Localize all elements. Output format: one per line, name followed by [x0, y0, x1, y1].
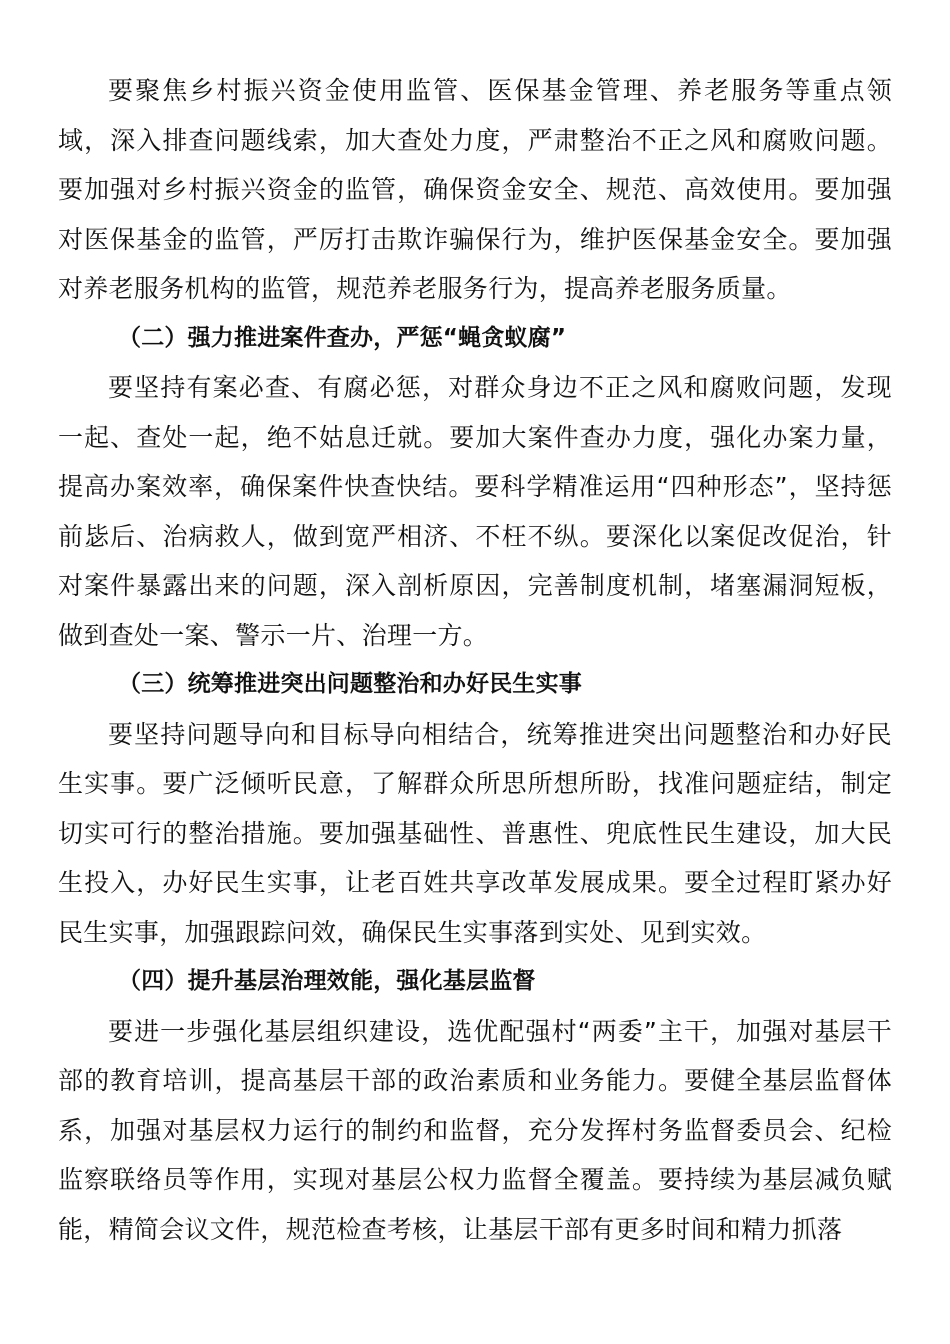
body-paragraph-4: 要进一步强化基层组织建设，选优配强村“两委”主干，加强对基层干部的教育培训，提高基层干部的政治素质和业务能力。要健全基层监督体系，加强对基层权力运行的制约和监督，充分发挥村务监督委员会、纪检监察联络员等作用，实现对基层公权力监督全覆盖。要持续为基层减负赋能，精简会议文件，规范检查考核，让基层干部有更多时间和精力抓落 [58, 1016, 892, 1244]
section-heading-2: （二）强力推进案件查办，严惩“蝇贪蚁腐” [118, 324, 567, 351]
document-page [58, 66, 892, 1254]
body-paragraph-1: 要聚焦乡村振兴资金使用监管、医保基金管理、养老服务等重点领域，深入排查问题线索，加大查处力度，严肃整治不正之风和腐败问题。要加强对乡村振兴资金的监管，确保资金安全、规范、高效使用。要加强对医保基金的监管，严厉打击欺诈骗保行为，维护医保基金安全。要加强对养老服务机构的监管，规范养老服务行为，提高养老服务质量。 [58, 76, 892, 303]
section-heading-4: （四）提升基层治理效能，强化基层监督 [118, 968, 536, 994]
body-paragraph-3: 要坚持问题导向和目标导向相结合，统筹推进突出问题整治和办好民生实事。要广泛倾听民意，了解群众所思所想所盼，找准问题症结，制定切实可行的整治措施。要加强基础性、普惠性、兜底性民生建设，加大民生投入，办好民生实事，让老百姓共享改革发展成果。要全过程盯紧办好民生实事，加强跟踪问效，确保民生实事落到实处、见到实效。 [58, 719, 892, 947]
section-heading-3: （三）统筹推进突出问题整治和办好民生实事 [118, 671, 582, 697]
body-paragraph-2: 要坚持有案必查、有腐必惩，对群众身边不正之风和腐败问题，发现一起、查处一起，绝不姑息迁就。要加大案件查办力度，强化办案力量，提高办案效率，确保案件快查快结。要科学精准运用“四种形态”，坚持惩前毖后、治病救人，做到宽严相济、不枉不纵。要深化以案促改促治，针对案件暴露出来的问题，深入剖析原因，完善制度机制，堵塞漏洞短板，做到查处一案、警示一片、治理一方。 [58, 373, 892, 650]
